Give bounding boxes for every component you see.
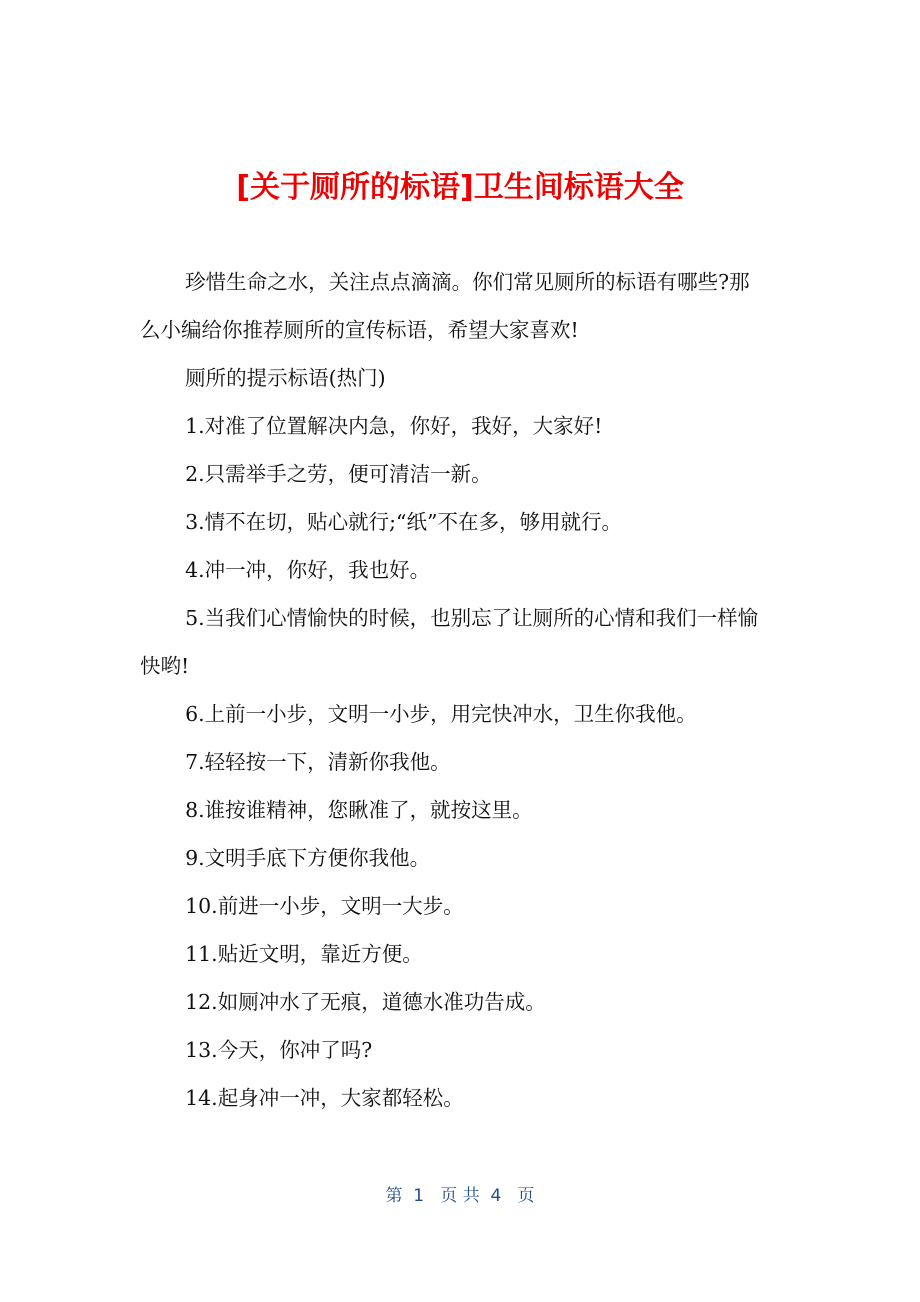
list-item: 12.如厕冲水了无痕，道德水准功告成。 [185, 990, 546, 1014]
section-heading: 厕所的提示标语(热门) [185, 366, 386, 390]
page-footer: 第 1 页 共 4 页 [385, 1186, 535, 1206]
list-item: 9.文明手底下方便你我他。 [185, 846, 431, 870]
list-item: 13.今天，你冲了吗? [185, 1038, 373, 1062]
list-item: 8.谁按谁精神，您瞅准了，就按这里。 [185, 798, 533, 822]
list-item: 1.对准了位置解决内急，你好，我好，大家好! [185, 414, 603, 438]
document-body [140, 258, 770, 1122]
list-item: 5.当我们心情愉快的时候，也别忘了让厕所的心情和我们一样愉快哟! [140, 606, 759, 678]
list-item: 2.只需举手之劳，便可清洁一新。 [185, 462, 492, 486]
list-item: 10.前进一小步，文明一大步。 [185, 894, 464, 918]
list-item: 7.轻轻按一下，清新你我他。 [185, 750, 451, 774]
list-item: 3.情不在切，贴心就行;“纸”不在多，够用就行。 [185, 510, 623, 534]
list-item: 4.冲一冲，你好，我也好。 [185, 558, 431, 582]
list-item: 6.上前一小步，文明一小步，用完快冲水，卫生你我他。 [185, 702, 697, 726]
list-item: 11.贴近文明，靠近方便。 [185, 942, 423, 966]
document-title: [关于厕所的标语]卫生间标语大全 [236, 170, 684, 206]
intro-paragraph: 珍惜生命之水，关注点点滴滴。你们常见厕所的标语有哪些?那么小编给你推荐厕所的宣传标语，希望大家喜欢! [140, 270, 750, 342]
list-item: 14.起身冲一冲，大家都轻松。 [185, 1086, 464, 1110]
